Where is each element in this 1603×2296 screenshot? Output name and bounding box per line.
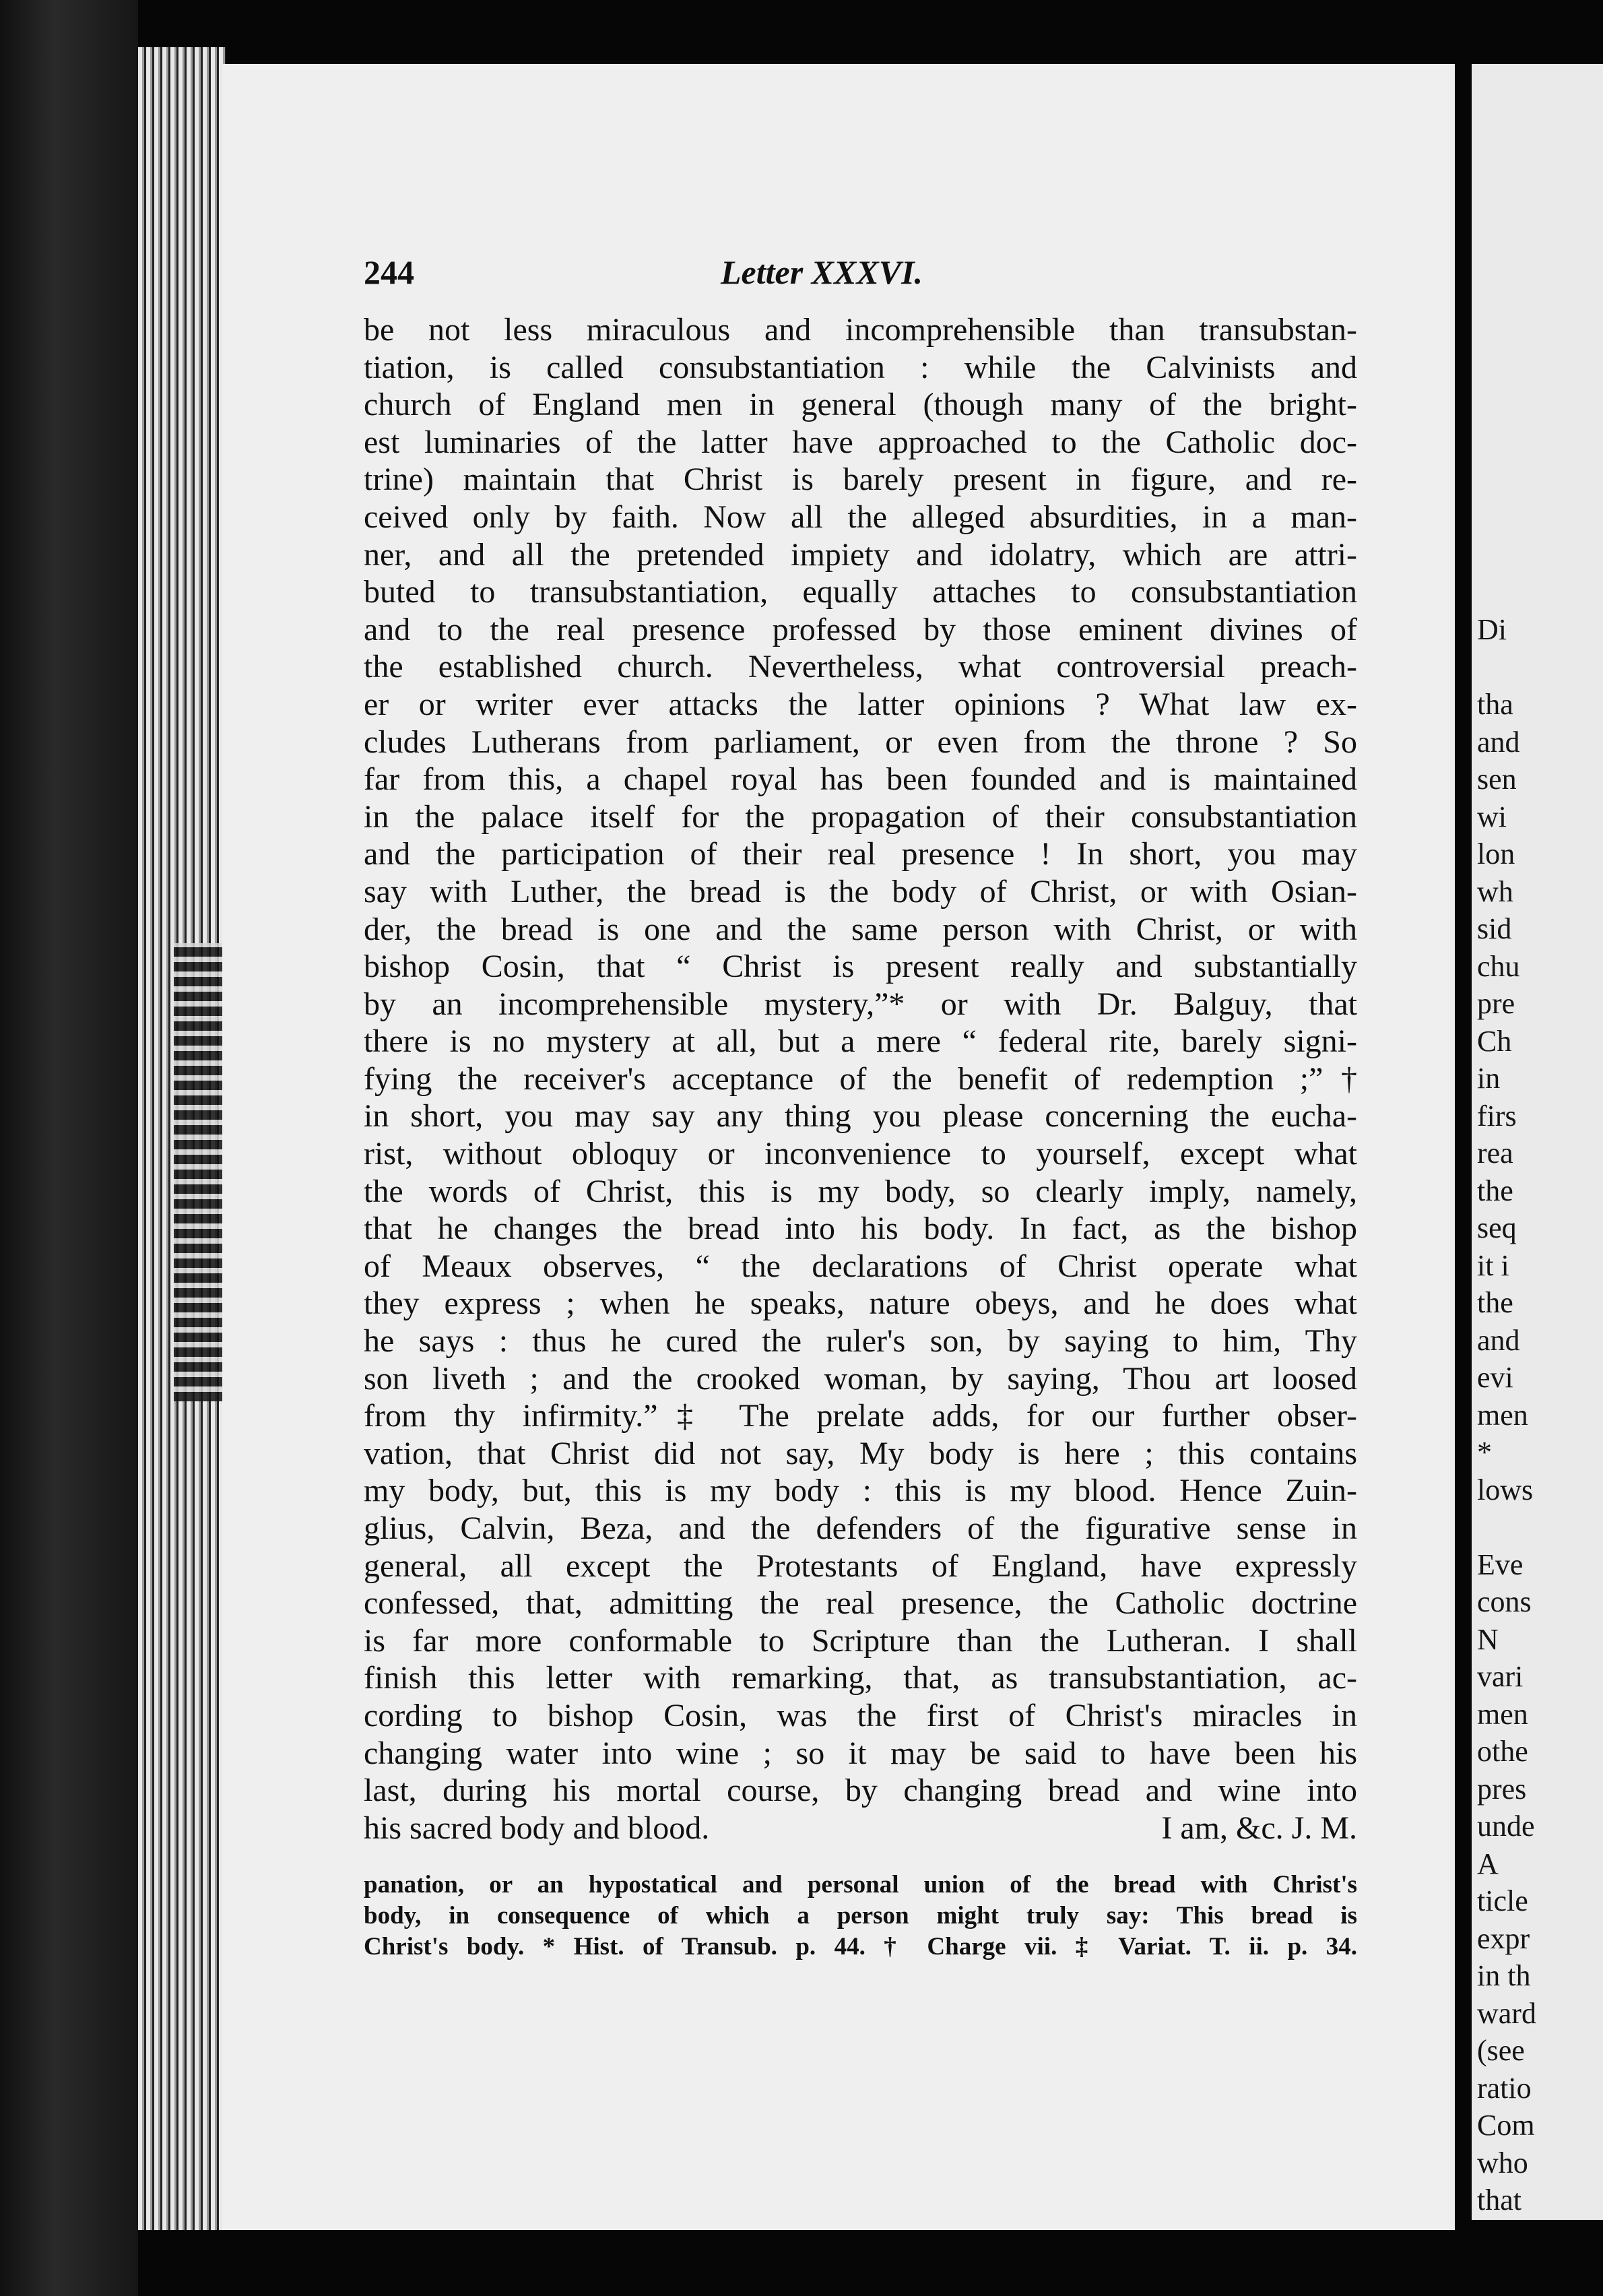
facing-page-fragment: pre	[1477, 987, 1515, 1020]
text-line: and to the real presence professed by those eminent divines of	[364, 611, 1357, 647]
text-line: est luminaries of the latter have approached to the Catholic doc-	[364, 424, 1357, 460]
text-line: vation, that Christ did not say, My body is here ; this contains	[364, 1435, 1357, 1471]
text-line: is far more conformable to Scripture than the Lutheran. I shall	[364, 1622, 1357, 1659]
text-line: fying the receiver's acceptance of the benefit of redemption ;”†	[364, 1060, 1357, 1097]
text-line: tiation, is called consubstantiation : while the Calvinists and	[364, 349, 1357, 385]
text-line: church of England men in general (though many of the bright-	[364, 387, 1357, 423]
text-line: the words of Christ, this is my body, so clearly imply, namely,	[364, 1173, 1357, 1209]
facing-page-fragment: firs	[1477, 1099, 1517, 1133]
text-line: in the palace itself for the propagation of their consubstantiation	[364, 798, 1357, 835]
text-line: bishop Cosin, that “ Christ is present really and substantially	[364, 949, 1357, 985]
facing-page-fragment: lon	[1477, 837, 1515, 870]
facing-page-fragment	[1477, 649, 1603, 687]
facing-page-fragment: sen	[1477, 763, 1517, 796]
facing-page-fragment: lows	[1477, 1473, 1534, 1506]
facing-page	[1472, 64, 1603, 2220]
text-line: that he changes the bread into his body. In fact, as the bishop	[364, 1211, 1357, 1247]
facing-page-fragment: the	[1477, 1286, 1513, 1319]
facing-page-fragment: ticle	[1477, 1884, 1528, 1917]
text-line: der, the bread is one and the same person with Christ, or with	[364, 911, 1357, 947]
text-line: trine) maintain that Christ is barely present in figure, and re-	[364, 461, 1357, 498]
facing-page-fragment: tha	[1477, 688, 1513, 721]
text-line: in short, you may say any thing you please concerning the eucha-	[364, 1098, 1357, 1135]
running-title: Letter XXXVI.	[721, 253, 923, 291]
facing-page-fragment: wi	[1477, 800, 1507, 833]
text-line: my body, but, this is my body : this is my blood. Hence Zuin-	[364, 1473, 1357, 1509]
text-line: cording to bishop Cosin, was the first of Christ's miracles in	[364, 1697, 1357, 1733]
body-text	[364, 311, 1357, 1847]
text-line: of Meaux observes, “ the declarations of Christ operate what	[364, 1248, 1357, 1284]
facing-page-fragment: ward	[1477, 1996, 1536, 2030]
facing-page-fragment: Eve	[1477, 1548, 1524, 1581]
text-line: changing water into wine ; so it may be said to have been his	[364, 1735, 1357, 1771]
facing-page-fragment	[1477, 499, 1603, 537]
facing-page-fragments	[1477, 461, 1603, 2219]
facing-page-fragment: in	[1477, 1062, 1501, 1095]
footnote-line: Christ's body. * Hist. of Transub. p. 44. † Charge vii. ‡ Variat. T. ii. p. 34.	[364, 1933, 1357, 1960]
footnote-line: body, in consequence of which a person might truly say: This bread is	[364, 1902, 1357, 1930]
facing-page-fragment: cons	[1477, 1585, 1532, 1618]
text-line: rist, without obloquy or inconvenience to yourself, except what	[364, 1136, 1357, 1172]
text-line: be not less miraculous and incomprehensible than transubstan-	[364, 312, 1357, 348]
facing-page-fragment: evi	[1477, 1361, 1513, 1394]
facing-page-fragment	[1477, 536, 1603, 574]
facing-page-fragment: (see	[1477, 2034, 1525, 2067]
text-line: general, all except the Protestants of England, have expressly	[364, 1548, 1357, 1584]
facing-page-fragment: *	[1477, 1436, 1492, 1469]
footnotes	[364, 1870, 1357, 1963]
text-line: glius, Calvin, Beza, and the defenders of the figurative sense in	[364, 1510, 1357, 1546]
text-line: finish this letter with remarking, that, as transubstantiation, ac-	[364, 1660, 1357, 1696]
facing-page-fragment: and	[1477, 725, 1520, 759]
facing-page-fragment: A	[1477, 1847, 1499, 1880]
facing-page-fragment	[1477, 574, 1603, 612]
text-line: last, during his mortal course, by changing bread and wine into	[364, 1773, 1357, 1809]
facing-page-fragment: sid	[1477, 912, 1512, 945]
page-number: 244	[364, 253, 414, 291]
facing-page-fragment: unde	[1477, 1810, 1535, 1843]
facing-page-fragment: Di	[1477, 613, 1507, 646]
text-line: from thy infirmity.”‡ The prelate adds, for our further obser-	[364, 1398, 1357, 1434]
closing-line	[364, 1810, 1357, 1847]
facing-page-fragment: seq	[1477, 1211, 1517, 1244]
facing-page-fragment: chu	[1477, 949, 1520, 983]
facing-page-fragment: in th	[1477, 1959, 1531, 1992]
facing-page-fragment: Com	[1477, 2109, 1535, 2142]
facing-page-fragment: ratio	[1477, 2071, 1532, 2105]
facing-page-fragment: the	[1477, 1174, 1513, 1207]
facing-page-fragment: N	[1477, 1622, 1499, 1656]
text-line: he says : thus he cured the ruler's son, by saying to him, Thy	[364, 1323, 1357, 1360]
scanner-edge	[0, 0, 138, 2296]
text-line: son liveth ; and the crooked woman, by saying, Thou art loosed	[364, 1360, 1357, 1397]
facing-page-fragment: pres	[1477, 1772, 1527, 1806]
facing-page-fragment: men	[1477, 1697, 1528, 1731]
facing-page-fragment: rea	[1477, 1137, 1513, 1170]
text-line: they express ; when he speaks, nature obeys, and he does what	[364, 1285, 1357, 1322]
footnote-line: panation, or an hypostatical and personal union of the bread with Christ's	[364, 1871, 1357, 1899]
text-line: the established church. Nevertheless, what controversial preach-	[364, 649, 1357, 685]
facing-page-fragment: othe	[1477, 1735, 1528, 1768]
text-line: confessed, that, admitting the real presence, the Catholic doctrine	[364, 1585, 1357, 1622]
text-line: er or writer ever attacks the latter opinions ? What law ex-	[364, 686, 1357, 722]
text-line: and the participation of their real presence ! In short, you may	[364, 836, 1357, 872]
facing-page-fragment: wh	[1477, 874, 1513, 908]
facing-page-fragment: vari	[1477, 1660, 1524, 1693]
binding-mark	[174, 943, 228, 1401]
text-line: by an incomprehensible mystery,”* or with Dr. Balguy, that	[364, 986, 1357, 1022]
facing-page-fragment: expr	[1477, 1921, 1530, 1955]
text-line: there is no mystery at all, but a mere “ federal rite, barely signi-	[364, 1023, 1357, 1060]
text-line: ner, and all the pretended impiety and idolatry, which are attri-	[364, 536, 1357, 573]
facing-page-fragment: men	[1477, 1398, 1528, 1432]
facing-page-fragment	[1477, 461, 1603, 499]
text-line: far from this, a chapel royal has been founded and is maintained	[364, 761, 1357, 798]
facing-page-fragment: who	[1477, 2146, 1528, 2179]
facing-page-fragment: it i	[1477, 1248, 1509, 1282]
facing-page-fragment	[1477, 1508, 1603, 1546]
running-header	[364, 253, 1374, 293]
text-line: buted to transubstantiation, equally attaches to consubstantiation	[364, 574, 1357, 610]
text-line: ceived only by faith. Now all the alleged absurdities, in a man-	[364, 499, 1357, 535]
facing-page-fragment: that	[1477, 2183, 1522, 2217]
facing-page-fragment: and	[1477, 1323, 1520, 1357]
signature: I am, &c. J. M.	[1161, 1810, 1357, 1846]
text-line: cludes Lutherans from parliament, or even from the throne ? So	[364, 724, 1357, 760]
text-line: his sacred body and blood.	[364, 1810, 710, 1846]
text-line: say with Luther, the bread is the body of Christ, or with Osian-	[364, 873, 1357, 910]
facing-page-fragment: Ch	[1477, 1024, 1512, 1058]
